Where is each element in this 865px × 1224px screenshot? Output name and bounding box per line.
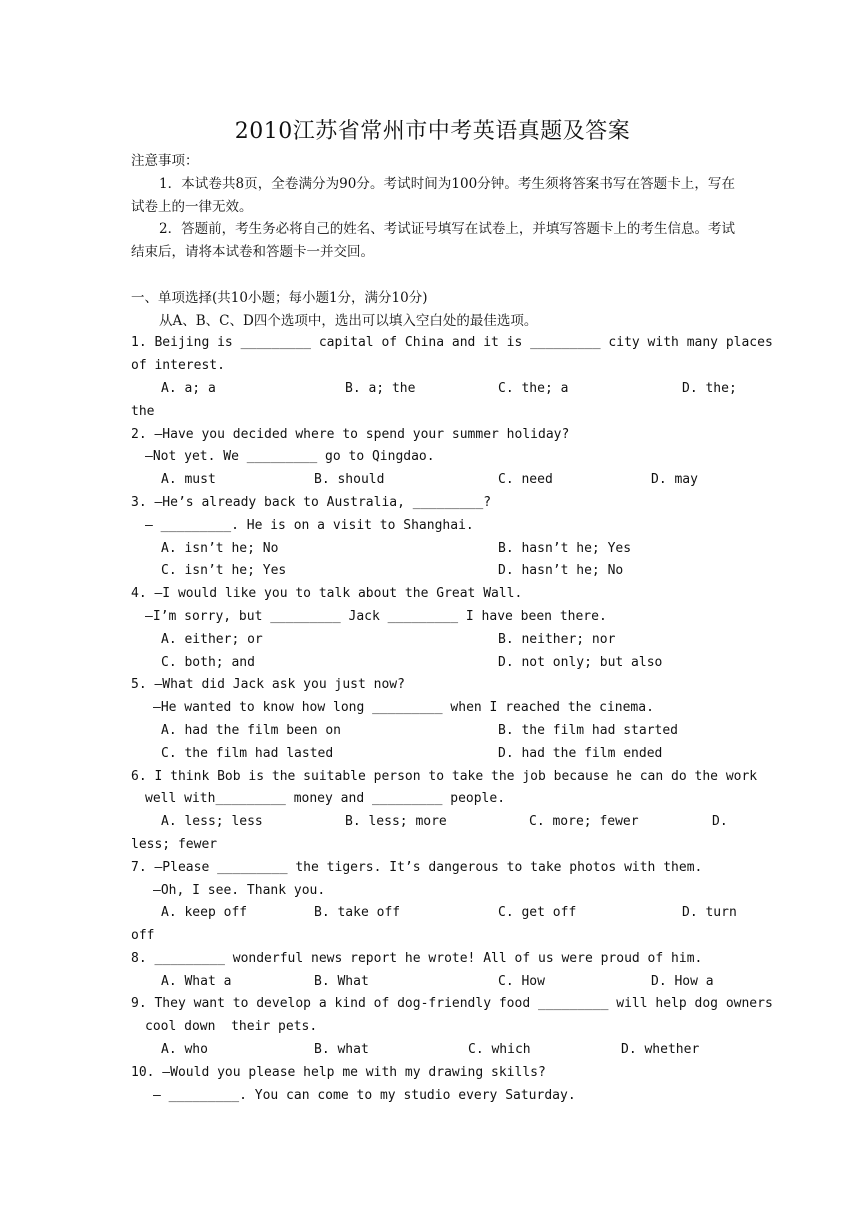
option-d: D. whether [621,1042,700,1058]
option-c: C. isn’t he; Yes [161,563,287,579]
question-5-line-2: —He wanted to know how long _________ when I reached the cinema. [153,700,654,716]
question-6-options [131,811,735,834]
option-b: B. hasn’t he; Yes [498,540,632,556]
option-d: D. turn [682,905,737,921]
option-c: C. which [468,1042,531,1058]
question-3-line-2: — _________. He is on a visit to Shanghai. [145,517,474,533]
question-4-options-row-1 [131,629,735,652]
option-a: A. isn’t he; No [161,540,279,556]
question-7-line-2: —Oh, I see. Thank you. [153,882,326,898]
question-3-options-row-2 [131,560,735,583]
question-4-options-row-2 [131,652,735,675]
option-c: C. How [498,973,545,989]
option-c: C. both; and [161,654,255,670]
option-d: D. [712,814,728,830]
question-9-line-2: cool down their pets. [145,1019,318,1035]
option-c: C. more; fewer [529,814,639,830]
question-3-options-row-1 [131,538,735,561]
option-c: C. get off [498,905,577,921]
option-b: B. a; the [345,380,416,396]
option-b: B. what [314,1042,369,1058]
question-6-line-1: 6. I think Bob is the suitable person to take the job because he can do the work [131,768,758,784]
spacer [131,264,735,287]
option-a: A. less; less [161,814,263,830]
option-c: C. need [498,472,553,488]
question-2-line-1: 2. —Have you decided where to spend your summer holiday? [131,426,570,442]
option-d: D. had the film ended [498,745,663,761]
option-b: B. should [314,472,385,488]
question-5-options-row-1 [131,720,735,743]
option-b: B. the film had started [498,722,679,738]
section-heading: 一、单项选择(共10小题；每小题1分，满分10分) [131,289,428,306]
question-7-options [131,902,735,925]
option-b: B. less; more [345,814,447,830]
question-7-option-wrap: off [131,928,155,944]
option-a: A. either; or [161,631,263,647]
option-a: A. What a [161,973,232,989]
question-2-line-2: —Not yet. We _________ go to Qingdao. [145,449,435,465]
question-5-line-1: 5. —What did Jack ask you just now? [131,677,405,693]
option-b: B. neither; nor [498,631,616,647]
question-8-line-1: 8. _________ wonderful news report he wrote! All of us were proud of him. [131,950,703,966]
question-9-options [131,1039,735,1062]
notice-heading: 注意事项： [131,153,199,169]
option-a: A. keep off [161,905,248,921]
option-d: D. hasn’t he; No [498,563,624,579]
document-title: 2010江苏省常州市中考英语真题及答案 [234,119,631,144]
question-9-line-1: 9. They want to develop a kind of dog-friendly food _________ will help dog owners [131,996,773,1012]
question-1-line-1: 1. Beijing is _________ capital of China and it is _________ city with many places [131,335,773,351]
notice-paragraph-1: 1．本试卷共8页，全卷满分为90分。考试时间为100分钟。考生须将答案书写在答题卡上，写在试卷上的一律无效。 [131,175,735,215]
option-c: C. the; a [498,380,569,396]
question-6-option-wrap: less; fewer [131,836,218,852]
option-d: D. How a [651,973,714,989]
notice-paragraph-2: 2．答题前，考生务必将自己的姓名、考试证号填写在试卷上，并填写答题卡上的考生信息。考试结束后，请将本试卷和答题卡一并交回。 [131,221,735,261]
question-6-line-2: well with_________ money and _________ people. [145,791,506,807]
question-1-options [131,378,735,401]
option-a: A. had the film been on [161,722,342,738]
question-10-line-2: — _________. You can come to my studio every Saturday. [153,1087,576,1103]
option-d: D. may [651,472,698,488]
question-4-line-2: —I’m sorry, but _________ Jack _________ I have been there. [145,608,607,624]
document-body [131,150,773,1107]
question-3-line-1: 3. —He’s already back to Australia, _________? [131,494,492,510]
option-c: C. the film had lasted [161,745,334,761]
question-8-options [131,971,735,994]
option-b: B. take off [314,905,401,921]
option-d: D. not only; but also [498,654,663,670]
question-4-line-1: 4. —I would like you to talk about the Great Wall. [131,586,523,602]
option-b: B. What [314,973,369,989]
question-1-line-2: of interest. [131,358,225,374]
option-a: A. a; a [161,380,216,396]
option-d: D. the; [682,380,737,396]
question-5-options-row-2 [131,743,735,766]
question-2-options [131,469,735,492]
question-7-line-1: 7. —Please _________ the tigers. It’s dangerous to take photos with them. [131,859,703,875]
section-instruction: 从A、B、C、D四个选项中，选出可以填入空白处的最佳选项。 [159,312,538,329]
question-1-option-wrap: the [131,403,155,419]
option-a: A. must [161,472,216,488]
question-10-line-1: 10. —Would you please help me with my drawing skills? [131,1064,546,1080]
option-a: A. who [161,1042,208,1058]
